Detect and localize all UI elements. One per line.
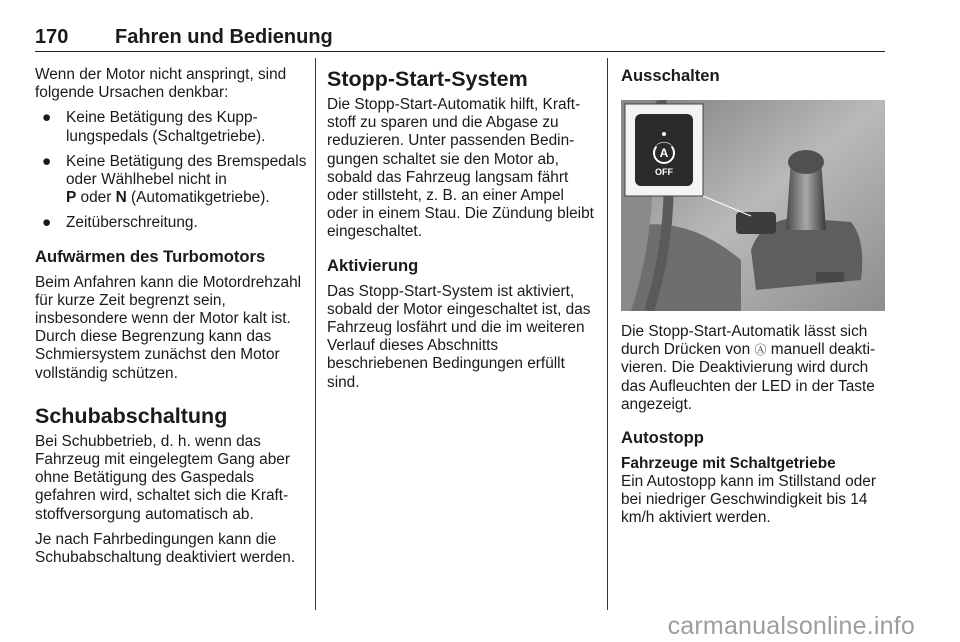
- heading-stopp-start: Stopp-Start-System: [327, 67, 528, 91]
- heading-aktivierung: Aktivierung: [327, 255, 419, 275]
- list-item: ● Keine Betätigung des Bremspedals oder Wählhebel nicht in P oder N (Automatikgetriebe).: [42, 152, 307, 207]
- button-symbol: A: [659, 146, 669, 160]
- page-number: 170: [35, 26, 69, 48]
- bullet-icon: ●: [42, 214, 52, 232]
- chapter-title: Fahren und Bedienung: [115, 26, 333, 48]
- column-divider-2: [607, 58, 608, 610]
- list-item: ● Zeitüberschreitung.: [42, 214, 198, 232]
- schub-text-1: Bei Schubbetrieb, d. h. wenn das Fahrzeug mit eingelegtem Gang aber ohne Betätigung des Gaspedals gefahren wird, schaltet sich die Kraftstoffversorgung automatisch ab.: [35, 432, 290, 523]
- intro-text: Wenn der Motor nicht anspringt, sind folgende Ursachen denkbar:: [35, 66, 287, 102]
- aktivierung-text: Das Stopp-Start-System ist aktiviert, sobald der Motor eingeschaltet ist, das Fahrzeug losfährt und die im weiteren Verlauf dieses Abschnitts beschriebenen Bedingungen erfüllt sind.: [327, 282, 591, 391]
- header-rule: [35, 51, 885, 52]
- watermark: carmanualsonline.info: [667, 612, 915, 640]
- heading-schaltgetriebe: Fahrzeuge mit Schaltgetriebe: [621, 455, 836, 473]
- column-divider-1: [315, 58, 316, 610]
- column-1: [35, 66, 307, 574]
- bullet-icon: ●: [42, 109, 52, 127]
- heading-autostopp: Autostopp: [621, 428, 704, 448]
- stop-start-icon: Ⓐ: [754, 343, 767, 358]
- turbo-text: Beim Anfahren kann die Motordrehzahl für kurze Zeit begrenzt sein, insbesondere wenn der Motor kalt ist. Durch diese Begrenzung kann das Schmiersystem zunächst den Motor vollständig schützen.: [35, 273, 302, 382]
- column-3: [621, 66, 887, 535]
- heading-ausschalten: Ausschalten: [621, 66, 720, 85]
- list-item: ● Keine Betätigung des Kupplungspedals (Schaltgetriebe).: [42, 109, 266, 145]
- column-2: [327, 66, 597, 399]
- schub-text-2: Je nach Fahrbedingungen kann die Schubabschaltung deaktiviert werden.: [35, 530, 296, 567]
- page-header: [35, 26, 885, 50]
- stop-start-button-photo: [621, 100, 885, 311]
- cause-list: [35, 109, 307, 232]
- button-off-label: OFF: [655, 167, 673, 177]
- gear-p: P: [66, 189, 77, 207]
- ausschalten-text: Die Stopp-Start-Automatik lässt sich durch Drücken von Ⓐ manuell deaktivieren. Die Deaktivierung wird durch das Aufleuchten der LED in der Taste angezeigt.: [621, 323, 876, 413]
- stopp-start-text: Die Stopp-Start-Automatik hilft, Kraftstoff zu sparen und die Abgase zu reduzieren. Unter passenden Bedingungen schaltet sie den Motor ab, sobald das Fahrzeug langsam fährt oder stillsteht, z. B. an einer Ampel oder in einem Stau. Die Zündung bleibt eingeschaltet.: [327, 96, 594, 241]
- heading-turbo: Aufwärmen des Turbomotors: [35, 246, 266, 266]
- gear-n: N: [115, 189, 127, 207]
- autostopp-text: Ein Autostopp kann im Stillstand oder bei niedriger Geschwindigkeit bis 14 km/h aktiviert werden.: [621, 473, 876, 527]
- heading-schubabschaltung: Schubabschaltung: [35, 403, 228, 428]
- bullet-icon: ●: [42, 152, 52, 170]
